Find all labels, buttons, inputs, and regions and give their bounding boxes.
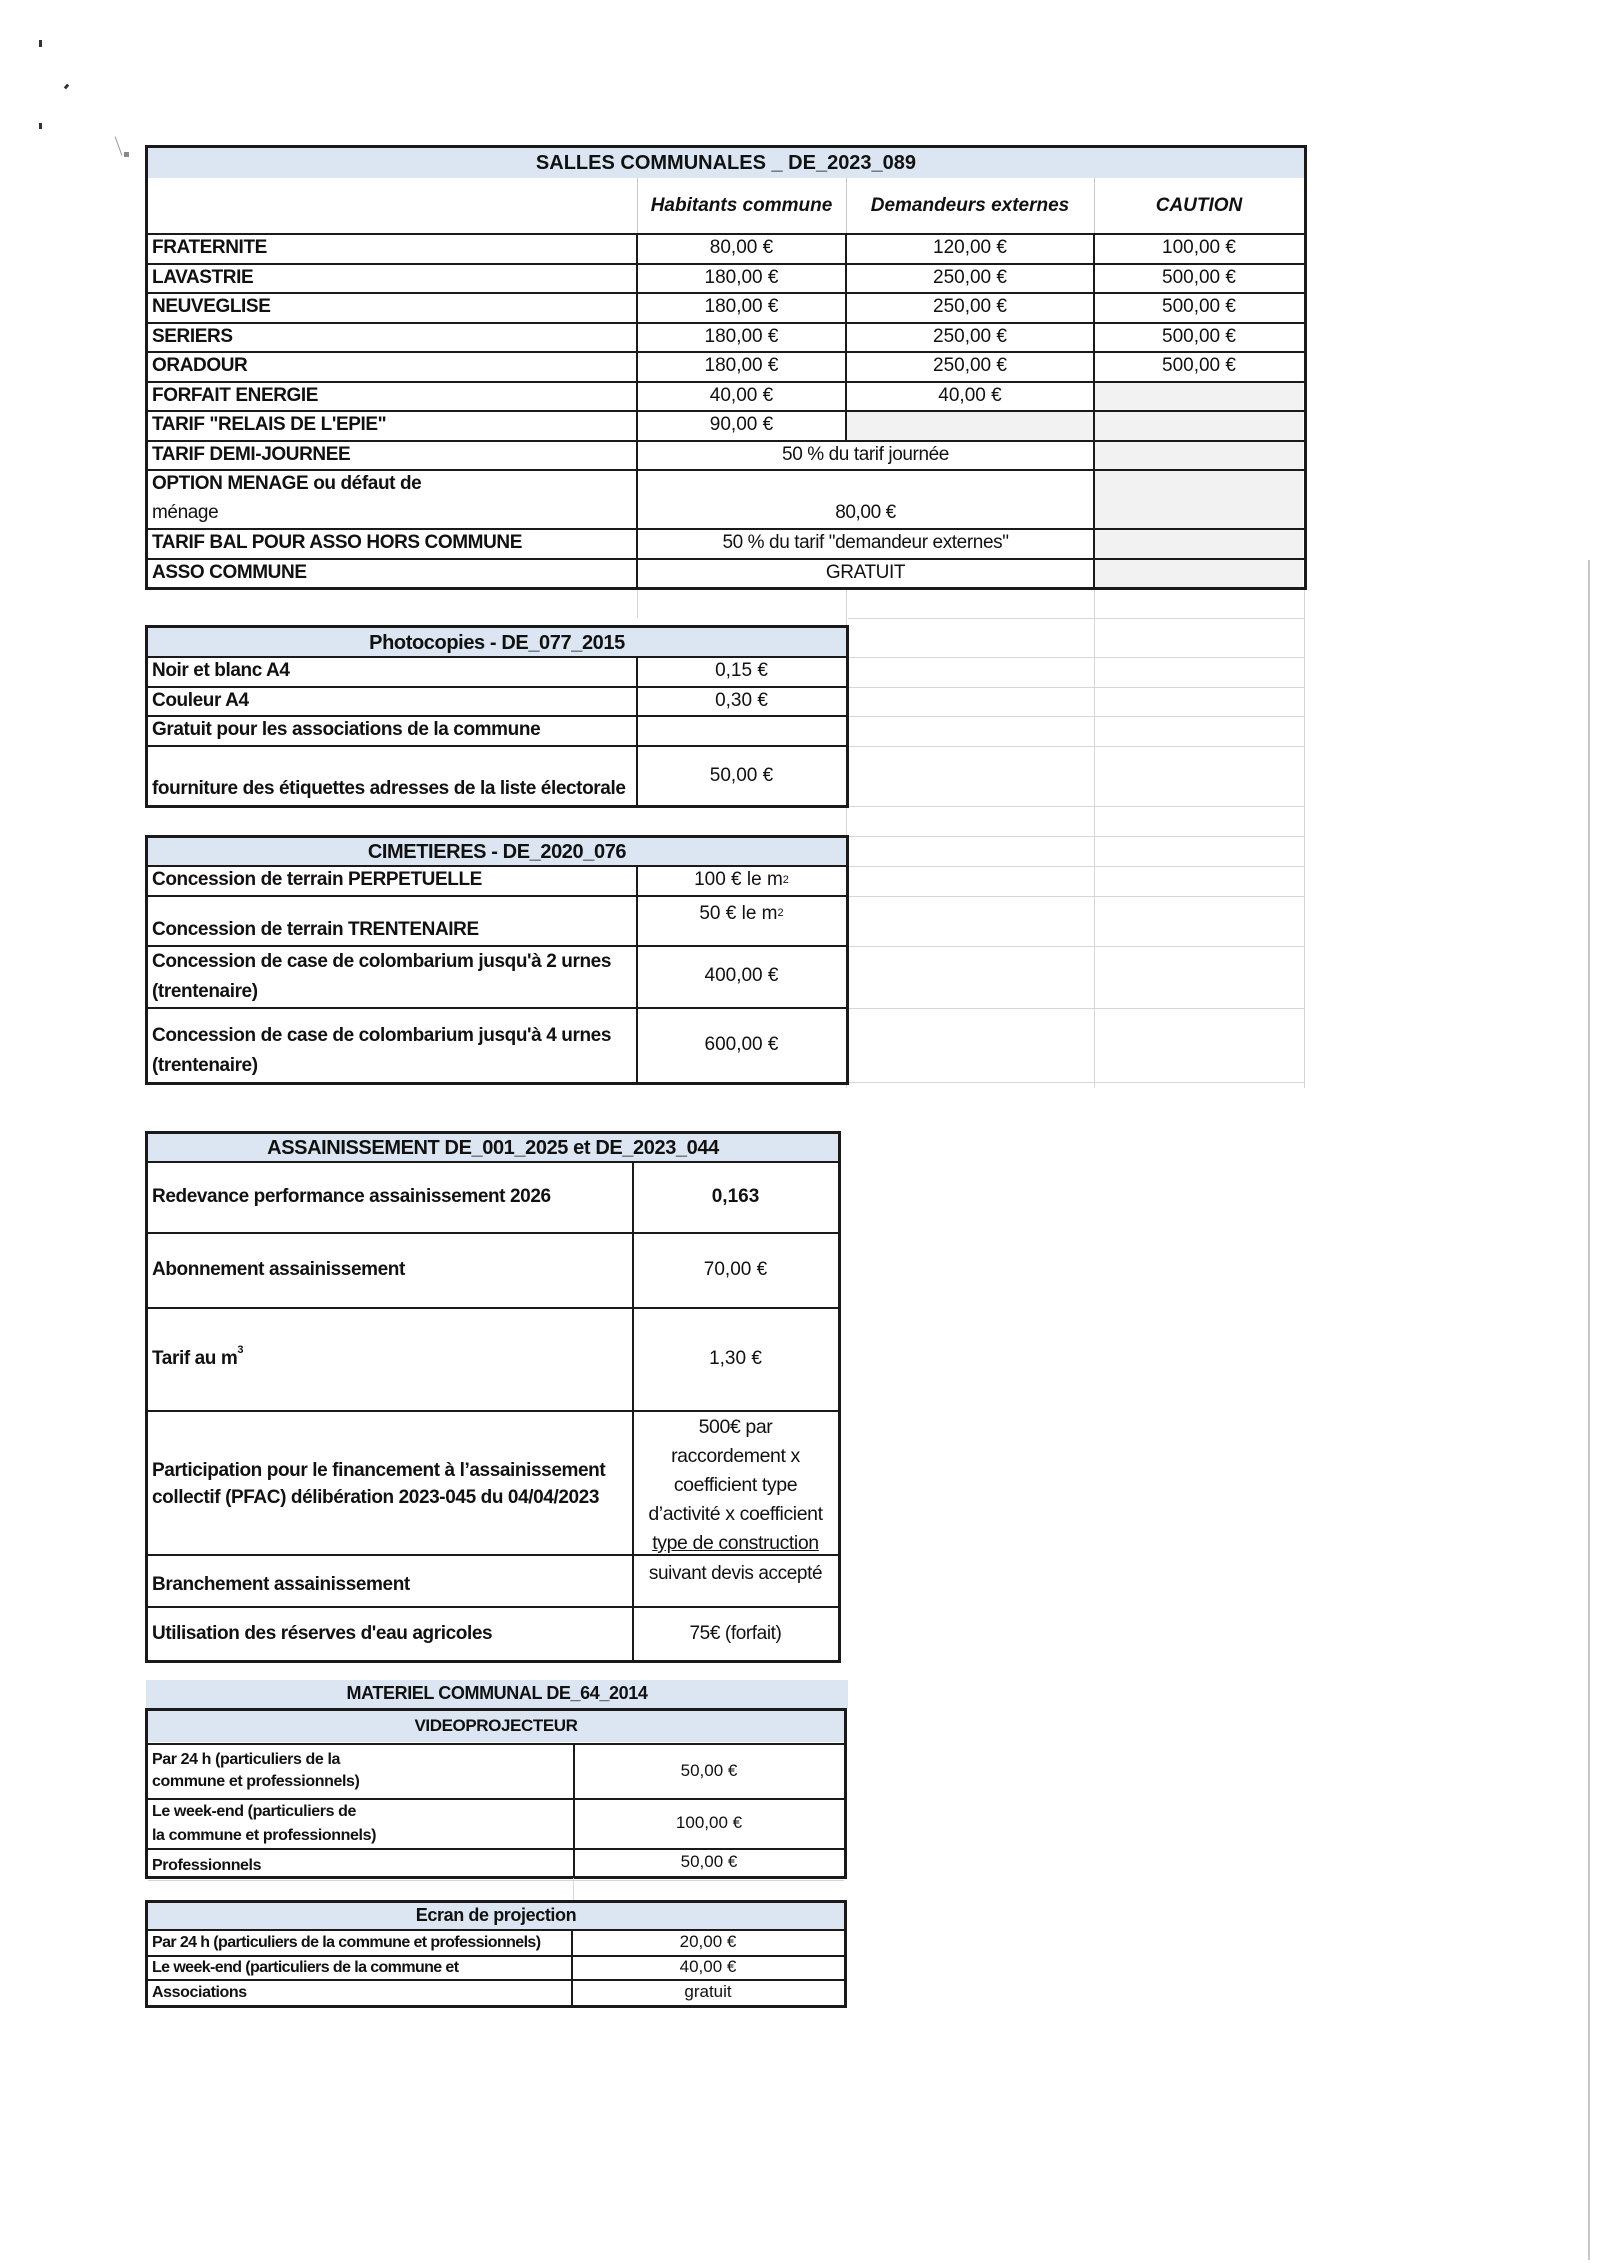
cell-value: 50,00 € xyxy=(709,764,774,786)
row-label-line2: (trentenaire) xyxy=(152,1054,258,1076)
scan-mark xyxy=(39,123,42,129)
cell-value: 70,00 € xyxy=(703,1258,768,1280)
row-label: LAVASTRIE xyxy=(152,267,254,289)
row-label-line1: Concession de case de colombarium jusqu'à 4 urnes xyxy=(152,1024,612,1046)
cell-habitants: 180,00 € xyxy=(704,326,779,348)
section-title: MATERIEL COMMUNAL DE_64_2014 xyxy=(346,1683,648,1704)
cell-value: 20,00 € xyxy=(679,1932,737,1952)
row-label: TARIF BAL POUR ASSO HORS COMMUNE xyxy=(152,532,523,554)
row-label: Le week-end (particuliers de la commune et professionnels) xyxy=(152,1803,377,1844)
row-label: Le week-end (particuliers de la commune et xyxy=(152,1958,459,1976)
cell-habitants: 40,00 € xyxy=(709,385,774,407)
cell-habitants: 180,00 € xyxy=(704,355,779,377)
cell-value: 600,00 € xyxy=(704,1033,779,1055)
cell-merged: 80,00 € xyxy=(835,502,896,524)
row-label: TARIF DEMI-JOURNEE xyxy=(152,444,351,466)
cell-value: 50,00 € xyxy=(680,1760,738,1780)
row-label-line1: OPTION MENAGE ou défaut de xyxy=(152,473,422,495)
row-label: Associations xyxy=(152,1983,247,2001)
row-label: NEUVEGLISE xyxy=(152,296,271,318)
scan-mark xyxy=(64,84,70,90)
cell-caution: 500,00 € xyxy=(1162,355,1236,377)
section-title: Photocopies - DE_077_2015 xyxy=(369,631,625,654)
cell-externes: 40,00 € xyxy=(938,385,1002,407)
cell-caution: 100,00 € xyxy=(1162,237,1236,259)
row-label: Professionnels xyxy=(152,1856,262,1874)
cell-merged: GRATUIT xyxy=(825,562,906,584)
cell-value: 50 € le m 2 xyxy=(699,902,784,924)
cell-externes: 250,00 € xyxy=(933,267,1007,289)
column-header-habitants: Habitants commune xyxy=(650,194,833,216)
cell-value: 100 € le m 2 xyxy=(694,869,789,891)
row-label: Concession de terrain TRENTENAIRE xyxy=(152,919,479,941)
row-label: Par 24 h (particuliers de la commune et professionnels) xyxy=(152,1933,541,1951)
row-label: fourniture des étiquettes adresses de la liste électorale xyxy=(152,778,626,800)
row-label: FORFAIT ENERGIE xyxy=(152,385,319,407)
section-title: CIMETIERES - DE_2020_076 xyxy=(367,841,627,863)
cell-value-pfac: 500€ par raccordement x coefficient type d’activité x coefficient type de construction xyxy=(648,1416,823,1554)
row-label: Gratuit pour les associations de la commune xyxy=(152,719,541,741)
subsection-title: VIDEOPROJECTEUR xyxy=(414,1716,578,1736)
cell-habitants: 180,00 € xyxy=(704,296,779,318)
section-title: SALLES COMMUNALES _ DE_2023_089 xyxy=(535,152,917,174)
cell-externes: 250,00 € xyxy=(933,326,1007,348)
row-label: TARIF "RELAIS DE L'EPIE" xyxy=(152,414,387,436)
cell-externes: 120,00 € xyxy=(933,237,1007,259)
row-label: ORADOUR xyxy=(152,355,248,377)
row-label-line2: ménage xyxy=(152,502,219,524)
row-label: Couleur A4 xyxy=(152,690,249,712)
row-label: Utilisation des réserves d'eau agricoles xyxy=(152,1622,493,1644)
section-title: ASSAINISSEMENT DE_001_2025 et DE_2023_044 xyxy=(267,1136,719,1159)
cell-caution: 500,00 € xyxy=(1162,267,1236,289)
cell-value: 40,00 € xyxy=(679,1957,737,1977)
cell-value: 75€ (forfait) xyxy=(689,1622,782,1644)
scan-mark xyxy=(124,152,129,157)
cell-value: 0,15 € xyxy=(715,660,768,682)
cell-value: 100,00 € xyxy=(675,1813,743,1833)
row-label-line1: Concession de case de colombarium jusqu'à 2 urnes xyxy=(152,950,612,972)
cell-value: 50,00 € xyxy=(680,1851,738,1871)
cell-merged: 50 % du tarif "demandeur externes" xyxy=(722,532,1009,554)
scan-mark xyxy=(115,136,123,155)
row-label: Tarif au m $^3$ xyxy=(152,1344,244,1369)
column-header-caution: CAUTION xyxy=(1155,194,1243,216)
cell-value: 0,163 xyxy=(711,1185,760,1207)
cell-value: 400,00 € xyxy=(704,965,779,987)
row-label-line2: (trentenaire) xyxy=(152,980,258,1002)
page-edge-line xyxy=(1588,560,1590,2260)
cell-caution: 500,00 € xyxy=(1162,326,1236,348)
row-label: ASSO COMMUNE xyxy=(152,562,307,584)
cell-value: suivant devis accepté xyxy=(648,1563,823,1584)
row-label: SERIERS xyxy=(152,326,233,348)
row-label: Noir et blanc A4 xyxy=(152,660,290,682)
subsection-title: Ecran de projection xyxy=(415,1905,577,1926)
cell-externes: 250,00 € xyxy=(933,355,1007,377)
cell-externes: 250,00 € xyxy=(933,296,1007,318)
cell-habitants: 180,00 € xyxy=(704,267,779,289)
row-label: Branchement assainissement xyxy=(152,1574,410,1596)
scan-mark xyxy=(39,40,42,47)
row-label: Concession de terrain PERPETUELLE xyxy=(152,869,482,891)
row-label: FRATERNITE xyxy=(152,237,267,259)
cell-value: 1,30 € xyxy=(709,1347,762,1369)
row-label: Redevance performance assainissement 2026 xyxy=(152,1185,551,1207)
column-header-externes: Demandeurs externes xyxy=(870,194,1070,216)
cell-caution: 500,00 € xyxy=(1162,296,1236,318)
cell-value: 0,30 € xyxy=(715,690,768,712)
cell-habitants: 90,00 € xyxy=(709,414,774,436)
row-label-pfac: Participation pour le financement à l’assainissement collectif (PFAC) délibération 2023-045 du 04/04/2023 xyxy=(152,1460,606,1508)
cell-habitants: 80,00 € xyxy=(709,237,774,259)
cell-merged: 50 % du tarif journée xyxy=(782,444,949,466)
cell-value: gratuit xyxy=(684,1982,732,2002)
row-label: Abonnement assainissement xyxy=(152,1258,405,1280)
row-label: Par 24 h (particuliers de la commune et professionnels) xyxy=(152,1751,360,1790)
